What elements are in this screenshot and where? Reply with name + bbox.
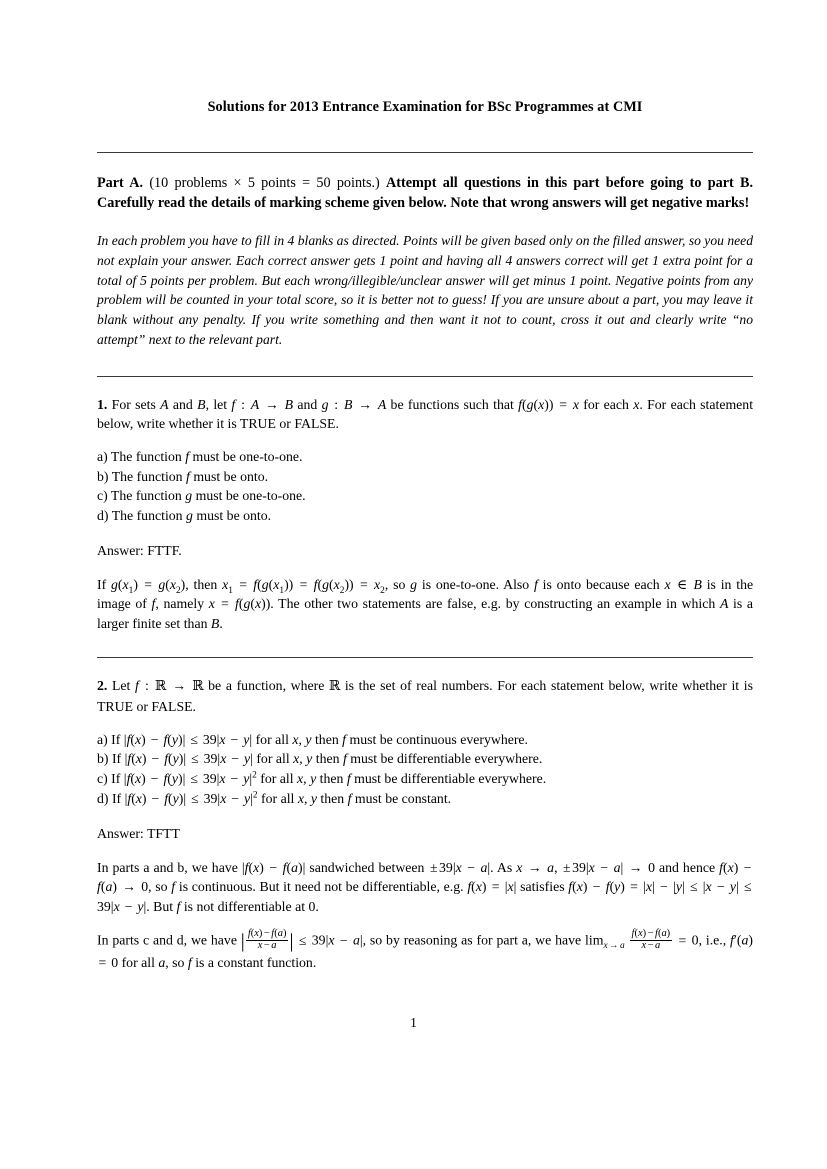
- problem-1-number: 1.: [97, 396, 108, 412]
- problem-2-part-b: b) If |f(x) − f(y)| ≤ 39|x − y| for all x, y then f must be differentiable everywhere.: [97, 751, 543, 767]
- problem-1-stem: 1. For sets A and B, let f : A → B and g : B → A be functions such that f(g(x)) = x for each x. For each statement below, write whether it is TRUE or FALSE.: [97, 396, 754, 432]
- rule-below-instructions: [97, 376, 753, 377]
- problem-1: [97, 395, 753, 634]
- page-title: Solutions for 2013 Entrance Examination for BSc Programmes at CMI: [207, 99, 643, 115]
- problem-2-part-a: a) If |f(x) − f(y)| ≤ 39|x − y| for all x, y then f must be continuous everywhere.: [97, 731, 529, 747]
- problem-2-answer: Answer: TFTT: [97, 826, 180, 842]
- problem-1-part-b: b) The function f must be onto.: [97, 468, 269, 484]
- problem-1-answer: Answer: FTTF.: [97, 543, 182, 559]
- problem-2-part-c: c) If $|f(x) - f(y)| \le 39|x - y|^2$ for all x, y then f must be differentiable everywhere.: [97, 770, 547, 787]
- problem-1-part-c: c) The function g must be one-to-one.: [97, 488, 306, 504]
- rule-below-problem-1: [97, 657, 753, 658]
- problem-1-explanation: If $g(x_1) = g(x_2)$, then $x_1 = f(g(x_1)) = f(g(x_2)) = x_2$, so g is one-to-one. Also f is onto because each x ∈ B is in the image of f, namely x = f(g(x)). The other two statements are false, e.g. by constructing an example in which A is a larger finite set than B.: [97, 576, 754, 631]
- problem-2-stem: 2. Let f : ℝ → ℝ be a function, where ℝ is the set of real numbers. For each statement below, write whether it is TRUE or FALSE.: [97, 678, 753, 715]
- problem-1-part-a: a) The function f must be one-to-one.: [97, 448, 303, 464]
- problem-1-parts: [97, 447, 753, 526]
- part-a-instructions: In each problem you have to fill in 4 blanks as directed. Points will be given based only on the filled answer, so you need not explain your answer. Each correct answer gets 1 point and having all 4 answers correct will get 1 extra point for a total of 5 points per problem. But each wrong/illegible/unclear answer will get minus 1 point. Negative points from any problem will be counted in your total score, so it is better not to guess! If you are unsure about a part, you may leave it blank without any penalty. If you write something and then want it not to count, cross it out and clearly write “no attempt” next to the relevant part.: [97, 233, 753, 347]
- problem-2: [97, 676, 753, 972]
- part-a-directive: Attempt all questions in this part before going to part B. Carefully read the details of marking scheme given below. Note that wrong answers will get negative marks!: [97, 175, 754, 212]
- part-a-parenthetical: (10 problems × 5 points = 50 points.): [149, 175, 380, 192]
- part-a-label: Part A.: [97, 175, 144, 192]
- problem-2-part-d: d) If $|f(x) - f(y)| \le 39|x - y|^2$ for all x, y then f must be constant.: [97, 790, 452, 807]
- page-number: 1: [410, 1015, 417, 1030]
- problem-2-number: 2.: [97, 678, 108, 694]
- problem-2-explanation-2: In parts c and d, we have | $\frac{f(x) - f(a)}{x - a}$ | ≤ 39|x − a|, so by reasoning as for part a, we have $\lim_{x \to a}$ $\frac{f(x) - f(a)}{x - a}$ = 0, i.e., f′(a) = 0 for all a, so f is a constant function.: [97, 928, 754, 970]
- part-a-heading: [97, 173, 753, 213]
- problem-2-explanation-1: In parts a and b, we have |f(x) − f(a)| sandwiched between ± 39|x − a|. As x → a, ± 39|x − a| → 0 and hence f(x) − f(a) → 0, so f is continuous. But it need not be differentiable, e.g. f(x) = |x| satisfies f(x) − f(y) = |x| − |y| ≤ |x − y| ≤ 39|x − y|. But f is not differentiable at 0.: [97, 859, 752, 914]
- rule-below-title: [97, 152, 753, 153]
- problem-2-parts: [97, 730, 753, 809]
- page-content: [97, 0, 753, 972]
- problem-1-part-d: d) The function g must be onto.: [97, 508, 272, 524]
